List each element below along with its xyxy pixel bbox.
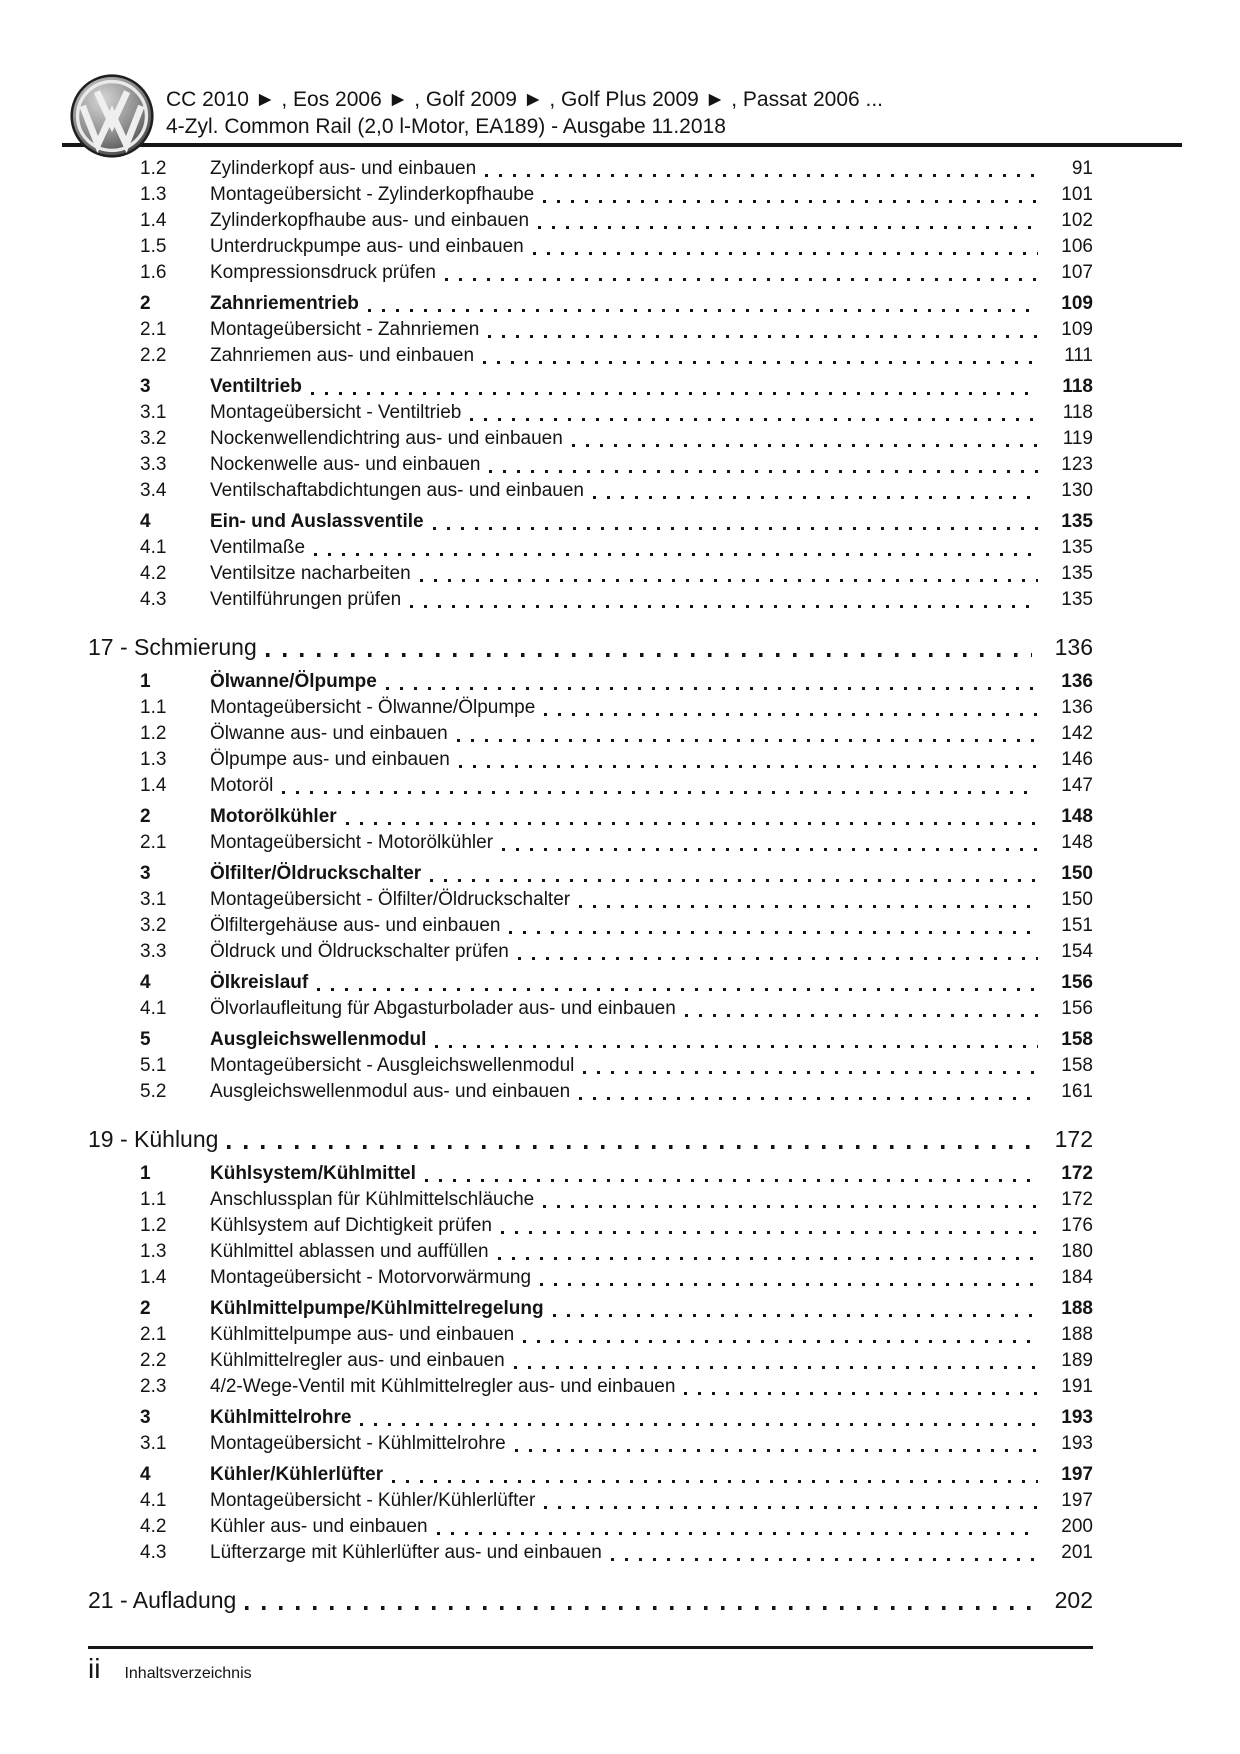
toc-chapter-label: 21 - Aufladung <box>88 1587 237 1613</box>
toc-entry-title: Ausgleichswellenmodul <box>210 1029 427 1050</box>
toc-chapter-label: 17 - Schmierung <box>88 634 257 660</box>
dot-leader <box>518 957 1038 960</box>
toc-section-number: 3.2 <box>140 915 167 936</box>
toc-row[interactable] <box>88 343 1093 369</box>
dot-leader <box>360 1423 1038 1426</box>
toc-entry-title: Kompressionsdruck prüfen <box>210 262 436 283</box>
toc-entry-title: Motoröl <box>210 775 274 796</box>
toc-page-number: 176 <box>1061 1215 1093 1236</box>
toc-page-number: 102 <box>1061 210 1093 231</box>
toc-section-number: 2.2 <box>140 345 167 366</box>
dot-leader <box>498 1257 1038 1260</box>
toc-entry-title: Montageübersicht - Ölfilter/Öldruckschalter <box>210 889 571 910</box>
toc-row[interactable] <box>88 260 1093 286</box>
toc-row[interactable] <box>88 669 1093 695</box>
toc-section-number: 5 <box>140 1029 151 1050</box>
dot-leader <box>572 444 1038 447</box>
toc-section-number: 1.4 <box>140 775 167 796</box>
dot-leader <box>543 1205 1038 1208</box>
dot-leader <box>425 1179 1038 1182</box>
toc-page-number: 189 <box>1061 1350 1093 1371</box>
toc-page-number: 142 <box>1061 723 1093 744</box>
toc-section-number: 5.1 <box>140 1055 167 1076</box>
toc-entry-title: Ölwanne aus- und einbauen <box>210 723 448 744</box>
footer-rule <box>88 1646 1093 1649</box>
toc-page-number: 193 <box>1061 1433 1093 1454</box>
toc-row[interactable] <box>88 1405 1093 1431</box>
toc-section-number: 1.3 <box>140 1241 167 1262</box>
dot-leader <box>544 713 1038 716</box>
toc-row[interactable] <box>88 861 1093 887</box>
toc-entry-title: Ölwanne/Ölpumpe <box>210 671 377 692</box>
toc-entry-title: Ein- und Auslassventile <box>210 511 424 532</box>
toc-row[interactable] <box>88 1488 1093 1514</box>
dot-leader <box>488 335 1038 338</box>
toc-row[interactable] <box>88 1053 1093 1079</box>
toc-entry-title: Zahnriementrieb <box>210 293 359 314</box>
toc-section-number: 4.3 <box>140 1542 167 1563</box>
toc-entry-title: Kühlsystem/Kühlmittel <box>210 1163 416 1184</box>
toc-entry-title: Kühler aus- und einbauen <box>210 1516 428 1537</box>
toc-chapter-row[interactable] <box>88 1123 1093 1155</box>
toc-row[interactable] <box>88 1462 1093 1488</box>
toc-section-number: 4 <box>140 511 151 532</box>
toc-page-number: 151 <box>1061 915 1093 936</box>
toc-page-number: 154 <box>1061 941 1093 962</box>
toc-entry-title: 4/2-Wege-Ventil mit Kühlmittelregler aus- und einbauen <box>210 1376 676 1397</box>
toc-page-number: 101 <box>1061 184 1093 205</box>
toc-row[interactable] <box>88 561 1093 587</box>
toc-entry-title: Kühler/Kühlerlüfter <box>210 1464 384 1485</box>
dot-leader <box>579 905 1038 908</box>
dot-leader <box>282 791 1038 794</box>
dot-leader <box>346 822 1038 825</box>
toc-row[interactable] <box>88 478 1093 504</box>
toc-entry-title: Montageübersicht - Ausgleichswellenmodul <box>210 1055 575 1076</box>
toc-page-number: 135 <box>1061 537 1093 558</box>
toc-row[interactable] <box>88 747 1093 773</box>
toc-section-number: 4 <box>140 972 151 993</box>
toc-entry-title: Kühlmittel ablassen und auffüllen <box>210 1241 489 1262</box>
toc-page-number: 197 <box>1061 1464 1093 1485</box>
toc-section-number: 3.3 <box>140 941 167 962</box>
toc-section-number: 3.1 <box>140 1433 167 1454</box>
toc-row[interactable] <box>88 721 1093 747</box>
toc-section-number: 1.6 <box>140 262 167 283</box>
toc-row[interactable] <box>88 804 1093 830</box>
toc-row[interactable] <box>88 939 1093 965</box>
toc-row[interactable] <box>88 1348 1093 1374</box>
toc-entry-title: Ventilführungen prüfen <box>210 589 402 610</box>
toc-entry-title: Ventiltrieb <box>210 376 302 397</box>
toc-entry-title: Zylinderkopfhaube aus- und einbauen <box>210 210 530 231</box>
toc-page-number: 109 <box>1061 293 1093 314</box>
dot-leader <box>611 1558 1038 1561</box>
dot-leader <box>459 765 1038 768</box>
toc-section-number: 2.1 <box>140 319 167 340</box>
toc-row[interactable] <box>88 1514 1093 1540</box>
toc-row[interactable] <box>88 1187 1093 1213</box>
dot-leader <box>579 1097 1038 1100</box>
toc-page-number: 118 <box>1062 376 1093 397</box>
toc-section-number: 1.3 <box>140 749 167 770</box>
toc-entry-title: Montageübersicht - Motorölkühler <box>210 832 494 853</box>
toc-entry-title: Ölkreislauf <box>210 972 309 993</box>
toc-page-number: 180 <box>1061 1241 1093 1262</box>
toc-page-number: 172 <box>1061 1163 1093 1184</box>
toc-row[interactable] <box>88 1265 1093 1291</box>
toc-entry-title: Montageübersicht - Ölwanne/Ölpumpe <box>210 697 536 718</box>
toc-row[interactable] <box>88 509 1093 535</box>
toc-section-number: 4.1 <box>140 998 167 1019</box>
dot-leader <box>593 496 1038 499</box>
dot-leader <box>317 988 1038 991</box>
header-rule <box>62 143 1182 147</box>
toc-row[interactable] <box>88 1213 1093 1239</box>
toc-row[interactable] <box>88 1239 1093 1265</box>
toc-row[interactable] <box>88 887 1093 913</box>
toc-section-number: 1.4 <box>140 210 167 231</box>
toc-row[interactable] <box>88 426 1093 452</box>
dot-leader <box>685 1014 1038 1017</box>
toc-section-number: 4.2 <box>140 1516 167 1537</box>
toc-page-number: 197 <box>1061 1490 1093 1511</box>
toc-entry-title: Kühlmittelrohre <box>210 1407 352 1428</box>
toc-entry-title: Montageübersicht - Kühlmittelrohre <box>210 1433 506 1454</box>
dot-leader <box>483 361 1038 364</box>
toc-section-number: 5.2 <box>140 1081 167 1102</box>
toc-section-number: 1.4 <box>140 1267 167 1288</box>
toc-entry-title: Nockenwelle aus- und einbauen <box>210 454 481 475</box>
toc-page-number: 91 <box>1071 158 1093 179</box>
dot-leader <box>368 309 1038 312</box>
dot-leader <box>470 418 1038 421</box>
toc-page-number: 130 <box>1061 480 1093 501</box>
toc-section-number: 4 <box>140 1464 151 1485</box>
toc-row[interactable] <box>88 1322 1093 1348</box>
toc-page-number: 193 <box>1061 1407 1093 1428</box>
toc-chapter-label: 19 - Kühlung <box>88 1126 219 1152</box>
footer-section-label: Inhaltsverzeichnis <box>124 1665 252 1682</box>
dot-leader <box>514 1366 1038 1369</box>
toc-page-number: 135 <box>1061 563 1093 584</box>
dot-leader <box>485 174 1038 177</box>
dot-leader <box>314 553 1038 556</box>
toc-entry-title: Montageübersicht - Zylinderkopfhaube <box>210 184 535 205</box>
toc-section-number: 3.3 <box>140 454 167 475</box>
toc-page-number: 148 <box>1061 832 1093 853</box>
toc-row[interactable] <box>88 317 1093 343</box>
toc-section-number: 1.1 <box>140 1189 167 1210</box>
toc-section-number: 3.2 <box>140 428 167 449</box>
toc-page-number: 147 <box>1061 775 1093 796</box>
toc-section-number: 3.1 <box>140 889 167 910</box>
toc-entry-title: Ausgleichswellenmodul aus- und einbauen <box>210 1081 571 1102</box>
toc-page-number: 135 <box>1061 589 1093 610</box>
toc-page-number: 156 <box>1061 998 1093 1019</box>
toc-page-number: 184 <box>1061 1267 1093 1288</box>
header-engine-line: 4-Zyl. Common Rail (2,0 l-Motor, EA189) - Ausgabe 11.2018 <box>166 115 726 138</box>
toc-section-number: 2 <box>140 806 151 827</box>
toc-row[interactable] <box>88 535 1093 561</box>
toc-row[interactable] <box>88 695 1093 721</box>
toc-section-number: 1.2 <box>140 1215 167 1236</box>
toc-page-number: 123 <box>1061 454 1093 475</box>
toc-page-number: 200 <box>1061 1516 1093 1537</box>
toc-section-number: 1.3 <box>140 184 167 205</box>
toc-entry-title: Unterdruckpumpe aus- und einbauen <box>210 236 524 257</box>
dot-leader <box>245 1606 1032 1610</box>
dot-leader <box>430 879 1038 882</box>
dot-leader <box>386 687 1038 690</box>
vw-logo-icon <box>70 74 154 158</box>
toc-page-number: 111 <box>1064 345 1093 366</box>
toc-page-number: 172 <box>1061 1189 1093 1210</box>
toc-entry-title: Kühlmittelpumpe/Kühlmittelregelung <box>210 1298 544 1319</box>
toc-entry-title: Öldruck und Öldruckschalter prüfen <box>210 941 509 962</box>
toc-row[interactable] <box>88 1540 1093 1566</box>
page-header <box>166 86 883 140</box>
toc-row[interactable] <box>88 830 1093 856</box>
toc-row[interactable] <box>88 1374 1093 1400</box>
toc-section-number: 2.1 <box>140 1324 167 1345</box>
toc-section-number: 4.1 <box>140 1490 167 1511</box>
toc-entry-title: Montageübersicht - Motorvorwärmung <box>210 1267 532 1288</box>
toc-row[interactable] <box>88 208 1093 234</box>
toc-section-number: 2.1 <box>140 832 167 853</box>
toc <box>88 156 1093 1622</box>
dot-leader <box>553 1314 1038 1317</box>
toc-row[interactable] <box>88 1161 1093 1187</box>
toc-page-number: 188 <box>1061 1324 1093 1345</box>
toc-entry-title: Anschlussplan für Kühlmittelschläuche <box>210 1189 535 1210</box>
toc-page-number: 136 <box>1061 671 1093 692</box>
toc-section-number: 3.1 <box>140 402 167 423</box>
toc-page-number: 201 <box>1061 1542 1093 1563</box>
dot-leader <box>410 605 1038 608</box>
toc-section-number: 1 <box>140 671 151 692</box>
toc-page-number: 146 <box>1061 749 1093 770</box>
toc-entry-title: Nockenwellendichtring aus- und einbauen <box>210 428 563 449</box>
header-model-line: CC 2010 ► , Eos 2006 ► , Golf 2009 ► , Golf Plus 2009 ► , Passat 2006 ... <box>166 88 884 111</box>
toc-entry-title: Ölvorlaufleitung für Abgasturbolader aus- und einbauen <box>210 998 676 1019</box>
toc-page-number: 172 <box>1054 1126 1093 1152</box>
toc-row[interactable] <box>88 452 1093 478</box>
dot-leader <box>266 653 1032 657</box>
dot-leader <box>457 739 1038 742</box>
toc-row[interactable] <box>88 374 1093 400</box>
dot-leader <box>502 848 1038 851</box>
toc-section-number: 2.3 <box>140 1376 167 1397</box>
toc-entry-title: Ventilmaße <box>210 537 306 558</box>
toc-section-number: 3 <box>140 376 151 397</box>
toc-page-number: 191 <box>1061 1376 1093 1397</box>
toc-row[interactable] <box>88 234 1093 260</box>
toc-entry-title: Montageübersicht - Zahnriemen <box>210 319 480 340</box>
dot-leader <box>583 1071 1038 1074</box>
toc-section-number: 2 <box>140 1298 151 1319</box>
toc-entry-title: Kühlsystem auf Dichtigkeit prüfen <box>210 1215 492 1236</box>
page-footer <box>88 1652 252 1686</box>
toc-row[interactable] <box>88 1431 1093 1457</box>
dot-leader <box>544 1506 1038 1509</box>
dot-leader <box>538 226 1038 229</box>
toc-row[interactable] <box>88 1027 1093 1053</box>
toc-entry-title: Ölfiltergehäuse aus- und einbauen <box>210 915 501 936</box>
toc-page-number: 119 <box>1062 428 1093 449</box>
toc-page-number: 106 <box>1061 236 1093 257</box>
dot-leader <box>540 1283 1038 1286</box>
toc-page-number: 135 <box>1061 511 1093 532</box>
dot-leader <box>437 1532 1038 1535</box>
dot-leader <box>515 1449 1038 1452</box>
toc-entry-title: Kühlmittelpumpe aus- und einbauen <box>210 1324 515 1345</box>
toc-section-number: 1.1 <box>140 697 167 718</box>
toc-chapter-row[interactable] <box>88 631 1093 663</box>
toc-entry-title: Lüfterzarge mit Kühlerlüfter aus- und einbauen <box>210 1542 602 1563</box>
dot-leader <box>489 470 1038 473</box>
toc-section-number: 4.3 <box>140 589 167 610</box>
toc-section-number: 3 <box>140 863 151 884</box>
dot-leader <box>523 1340 1038 1343</box>
toc-page-number: 202 <box>1054 1587 1093 1613</box>
toc-page-number: 158 <box>1061 1055 1093 1076</box>
toc-section-number: 1.2 <box>140 723 167 744</box>
toc-page-number: 118 <box>1062 402 1093 423</box>
toc-entry-title: Montageübersicht - Kühler/Kühlerlüfter <box>210 1490 536 1511</box>
toc-entry-title: Ölfilter/Öldruckschalter <box>210 863 422 884</box>
dot-leader <box>311 392 1038 395</box>
dot-leader <box>509 931 1038 934</box>
toc-page-number: 150 <box>1061 889 1093 910</box>
dot-leader <box>533 252 1038 255</box>
toc-page-number: 156 <box>1061 972 1093 993</box>
toc-page-number: 136 <box>1061 697 1093 718</box>
toc-entry-title: Kühlmittelregler aus- und einbauen <box>210 1350 505 1371</box>
footer-page-number: ii <box>88 1653 101 1684</box>
toc-entry-title: Zylinderkopf aus- und einbauen <box>210 158 477 179</box>
toc-section-number: 1 <box>140 1163 151 1184</box>
toc-row[interactable] <box>88 970 1093 996</box>
toc-section-number: 3.4 <box>140 480 167 501</box>
toc-entry-title: Ventilschaftabdichtungen aus- und einbauen <box>210 480 584 501</box>
toc-row[interactable] <box>88 156 1093 182</box>
dot-leader <box>684 1392 1038 1395</box>
toc-entry-title: Montageübersicht - Ventiltrieb <box>210 402 462 423</box>
toc-page-number: 136 <box>1054 634 1093 660</box>
dot-leader <box>435 1045 1038 1048</box>
toc-section-number: 1.2 <box>140 158 167 179</box>
dot-leader <box>392 1480 1038 1483</box>
dot-leader <box>433 527 1038 530</box>
dot-leader <box>420 579 1038 582</box>
toc-row[interactable] <box>88 996 1093 1022</box>
toc-row[interactable] <box>88 587 1093 613</box>
toc-row[interactable] <box>88 291 1093 317</box>
toc-page-number: 109 <box>1061 319 1093 340</box>
dot-leader <box>543 200 1038 203</box>
toc-section-number: 4.1 <box>140 537 167 558</box>
toc-row[interactable] <box>88 773 1093 799</box>
toc-entry-title: Motorölkühler <box>210 806 337 827</box>
toc-entry-title: Zahnriemen aus- und einbauen <box>210 345 475 366</box>
toc-page-number: 188 <box>1061 1298 1093 1319</box>
toc-section-number: 2 <box>140 293 151 314</box>
toc-row[interactable] <box>88 1079 1093 1105</box>
toc-page-number: 158 <box>1061 1029 1093 1050</box>
toc-page-number: 150 <box>1061 863 1093 884</box>
toc-section-number: 1.5 <box>140 236 167 257</box>
toc-row[interactable] <box>88 400 1093 426</box>
toc-entry-title: Ölpumpe aus- und einbauen <box>210 749 450 770</box>
toc-row[interactable] <box>88 182 1093 208</box>
toc-chapter-row[interactable] <box>88 1584 1093 1616</box>
toc-section-number: 4.2 <box>140 563 167 584</box>
toc-page-number: 161 <box>1061 1081 1093 1102</box>
toc-page-number: 148 <box>1061 806 1093 827</box>
dot-leader <box>501 1231 1038 1234</box>
toc-page-number: 107 <box>1061 262 1093 283</box>
toc-section-number: 2.2 <box>140 1350 167 1371</box>
dot-leader <box>227 1145 1032 1149</box>
toc-row[interactable] <box>88 1296 1093 1322</box>
toc-row[interactable] <box>88 913 1093 939</box>
toc-entry-title: Ventilsitze nacharbeiten <box>210 563 411 584</box>
toc-section-number: 3 <box>140 1407 151 1428</box>
dot-leader <box>445 278 1038 281</box>
